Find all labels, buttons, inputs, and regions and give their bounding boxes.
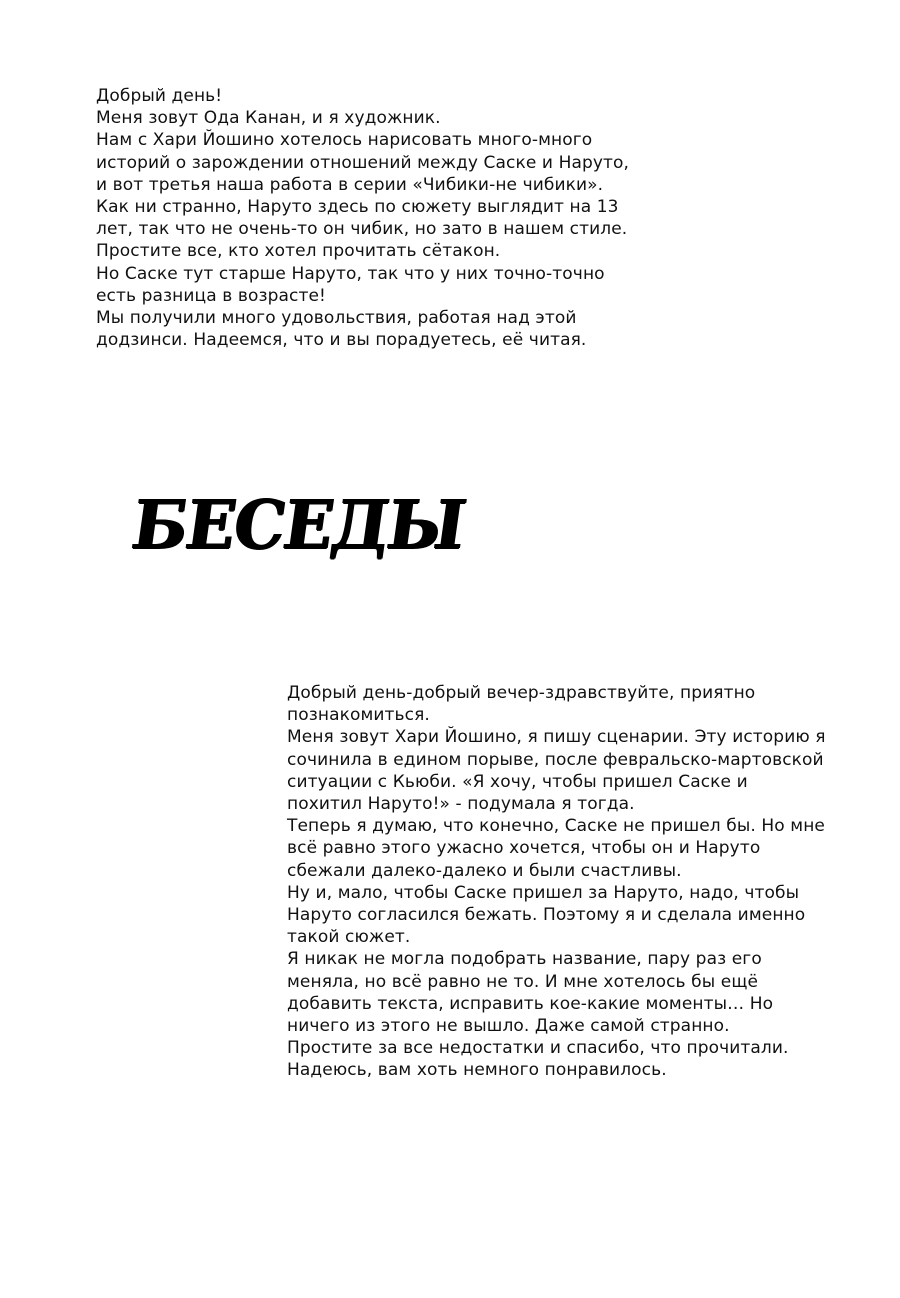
writer-note-paragraph: Я никак не могла подобрать название, пару раз его меняла, но всё равно не то. И мне хотелось бы ещё добавить текста, исправить кое-какие моменты… Но ничего из этого не вышло. Даже самой странно.: [287, 949, 774, 1037]
writer-note-paragraph: Простите за все недостатки и спасибо, что прочитали. Надеюсь, вам хоть немного понравилось.: [287, 1038, 789, 1081]
writer-note-paragraph: Ну и, мало, чтобы Саске пришел за Наруто, надо, чтобы Наруто согласился бежать. Поэтому я и сделала именно такой сюжет.: [287, 882, 806, 948]
artist-note-paragraph: Добрый день!: [96, 86, 223, 106]
artist-note-paragraph: Но Саске тут старше Наруто, так что у них точно-точно есть разница в возрасте!: [96, 263, 605, 306]
writer-note-paragraph: Теперь я думаю, что конечно, Саске не пришел бы. Но мне всё равно этого ужасно хочется, чтобы он и Наруто сбежали далеко-далеко и были счастливы.: [287, 816, 825, 881]
writer-note-paragraph: Добрый день-добрый вечер-здравствуйте, приятно познакомиться.: [287, 683, 756, 726]
artist-note: [96, 85, 641, 351]
artist-note-paragraph: Простите все, кто хотел прочитать сётакон.: [96, 241, 501, 262]
artist-note-paragraph: Как ни странно, Наруто здесь по сюжету выглядит на 13 лет, так что не очень-то он чибик, но зато в нашем стиле.: [96, 197, 628, 240]
writer-note: [287, 682, 827, 1082]
writer-note-paragraph: Меня зовут Хари Йошино, я пишу сценарии. Эту историю я сочинила в едином порыве, после февральско-мартовской ситуации с Кьюби. «Я хочу, чтобы пришел Саске и похитил Наруто!» - подумала я тогда.: [287, 727, 826, 815]
artist-note-paragraph: Нам с Хари Йошино хотелось нарисовать много-много историй о зарождении отношений между Саске и Наруто, и вот третья наша работа в серии «Чибики-не чибики».: [96, 130, 630, 195]
artist-note-paragraph: Мы получили много удовольствия, работая над этой додзинси. Надеемся, что и вы порадуетесь, её читая.: [96, 308, 587, 351]
page-heading: БЕСЕДЫ: [127, 486, 470, 565]
artist-note-paragraph: Меня зовут Ода Канан, и я художник.: [96, 108, 441, 129]
